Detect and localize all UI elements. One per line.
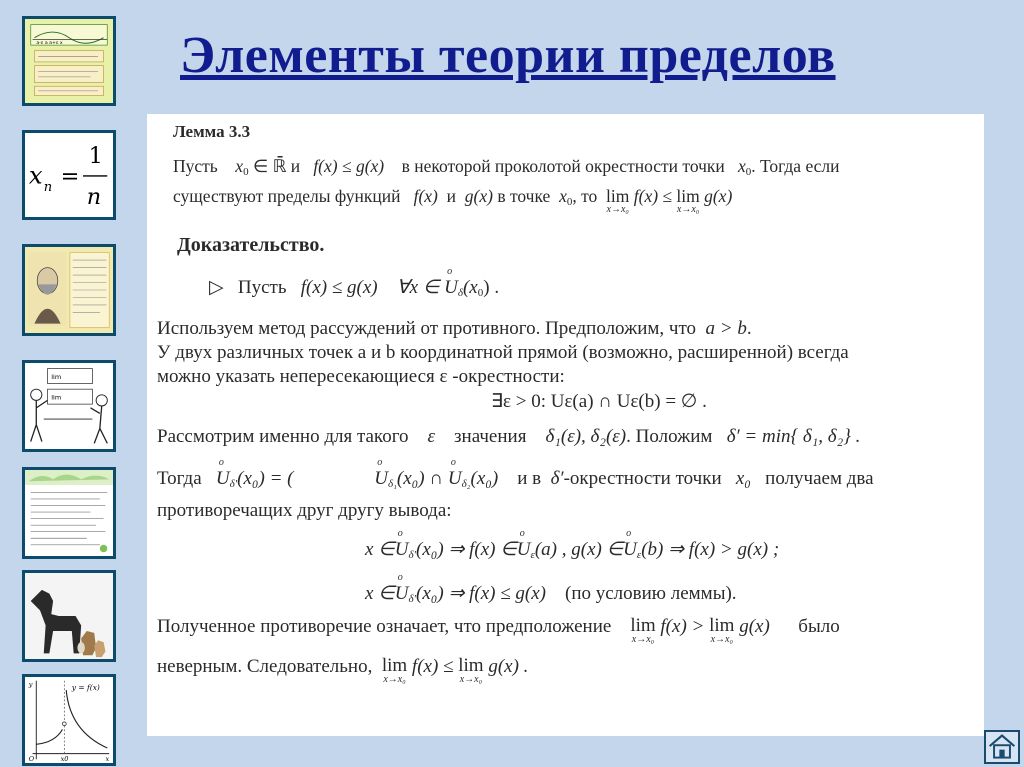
proof-line-12: неверным. Следовательно, lim x→x₀ f(x) ≤ lim x→x₀ g(x) .	[157, 655, 529, 685]
lemma-line-1: Пусть x0 ∈ ℝ̄ и f(x) ≤ g(x) в некоторой проколотой окрестности точки x0. Тогда если	[173, 156, 840, 178]
dogs-thumbnail[interactable]	[22, 570, 116, 662]
thumb-formula-den: n	[86, 183, 102, 210]
thumb-label: a-ε a a+ε x	[36, 41, 63, 47]
lemma-line-2: существуют пределы функций f(x) и g(x) в точке x0, то lim x→x₀ f(x) ≤ lim x→x₀ g(x)	[173, 185, 733, 215]
home-icon	[986, 732, 1018, 762]
proof-line-8: противоречащих друг другу вывода:	[157, 500, 452, 521]
proof-line-9: x ∈o Uδ′(x₀) ⇒ f(x) ∈o Uε(a) , g(x) ∈o Uε(b) ⇒ f(x) > g(x) ;	[365, 538, 779, 561]
proof-line-5: ∃ε > 0: Uε(a) ∩ Uε(b) = ∅ .	[491, 391, 707, 412]
proof-line-10: x ∈o Uδ′(x₀) ⇒ f(x) ≤ g(x) (по условию леммы).	[365, 582, 737, 605]
proof-line-2: Используем метод рассуждений от противного. Предположим, что a > b.	[157, 318, 752, 339]
sequence-formula-thumbnail[interactable]	[22, 130, 116, 220]
home-button[interactable]	[984, 730, 1020, 764]
thumb-lim-2: lim	[51, 393, 62, 402]
content-panel	[147, 114, 984, 736]
graph-x0-label: x0	[60, 755, 69, 763]
thumb-formula-eq: =	[60, 163, 80, 190]
proof-heading: Доказательство.	[177, 234, 325, 256]
thumb-formula-x: x	[28, 160, 43, 190]
graph-origin-label: O	[28, 755, 35, 763]
page-title: Элементы теории пределов	[180, 27, 836, 84]
triangle-icon: ▷	[209, 277, 224, 298]
proof-line-11: Полученное противоречие означает, что предположение lim x→x₀ f(x) > lim x→x₀ g(x) было	[157, 615, 840, 645]
proof-line-1: ▷ Пусть f(x) ≤ g(x) ∀x ∈ o Uδ(x0) .	[209, 276, 499, 299]
proof-line-4: можно указать непересекающиеся ε -окрестности:	[157, 366, 565, 387]
graph-thumbnail[interactable]	[22, 674, 116, 766]
thumb-formula-n: n	[43, 179, 53, 195]
proof-line-3: У двух различных точек a и b координатной прямой (возможно, расширенной) всегда	[157, 342, 849, 363]
proof-line-7: Тогда o Uδ′(x₀) = ( o Uδ₁(x₀) ∩ o Uδ₂(x₀) и в δ′-окрестности точки x₀ получаем два	[157, 468, 874, 490]
thumb-lim-1: lim	[51, 372, 62, 381]
proof-line-6: Рассмотрим именно для такого ε значения δ₁(ε), δ₂(ε). Положим δ′ = min{ δ₁, δ₂} .	[157, 426, 861, 447]
cartoon-limit-thumbnail[interactable]	[22, 360, 116, 452]
graph-x-label: x	[105, 755, 110, 763]
interval-diagram-thumbnail[interactable]	[22, 16, 116, 106]
thumb-formula-num: 1	[88, 142, 103, 169]
notes-thumbnail[interactable]	[22, 467, 116, 559]
portrait-thumbnail[interactable]	[22, 244, 116, 336]
lemma-heading: Лемма 3.3	[173, 122, 251, 141]
graph-y-label: y	[28, 680, 33, 689]
graph-func-label: y = f(x)	[71, 683, 100, 693]
